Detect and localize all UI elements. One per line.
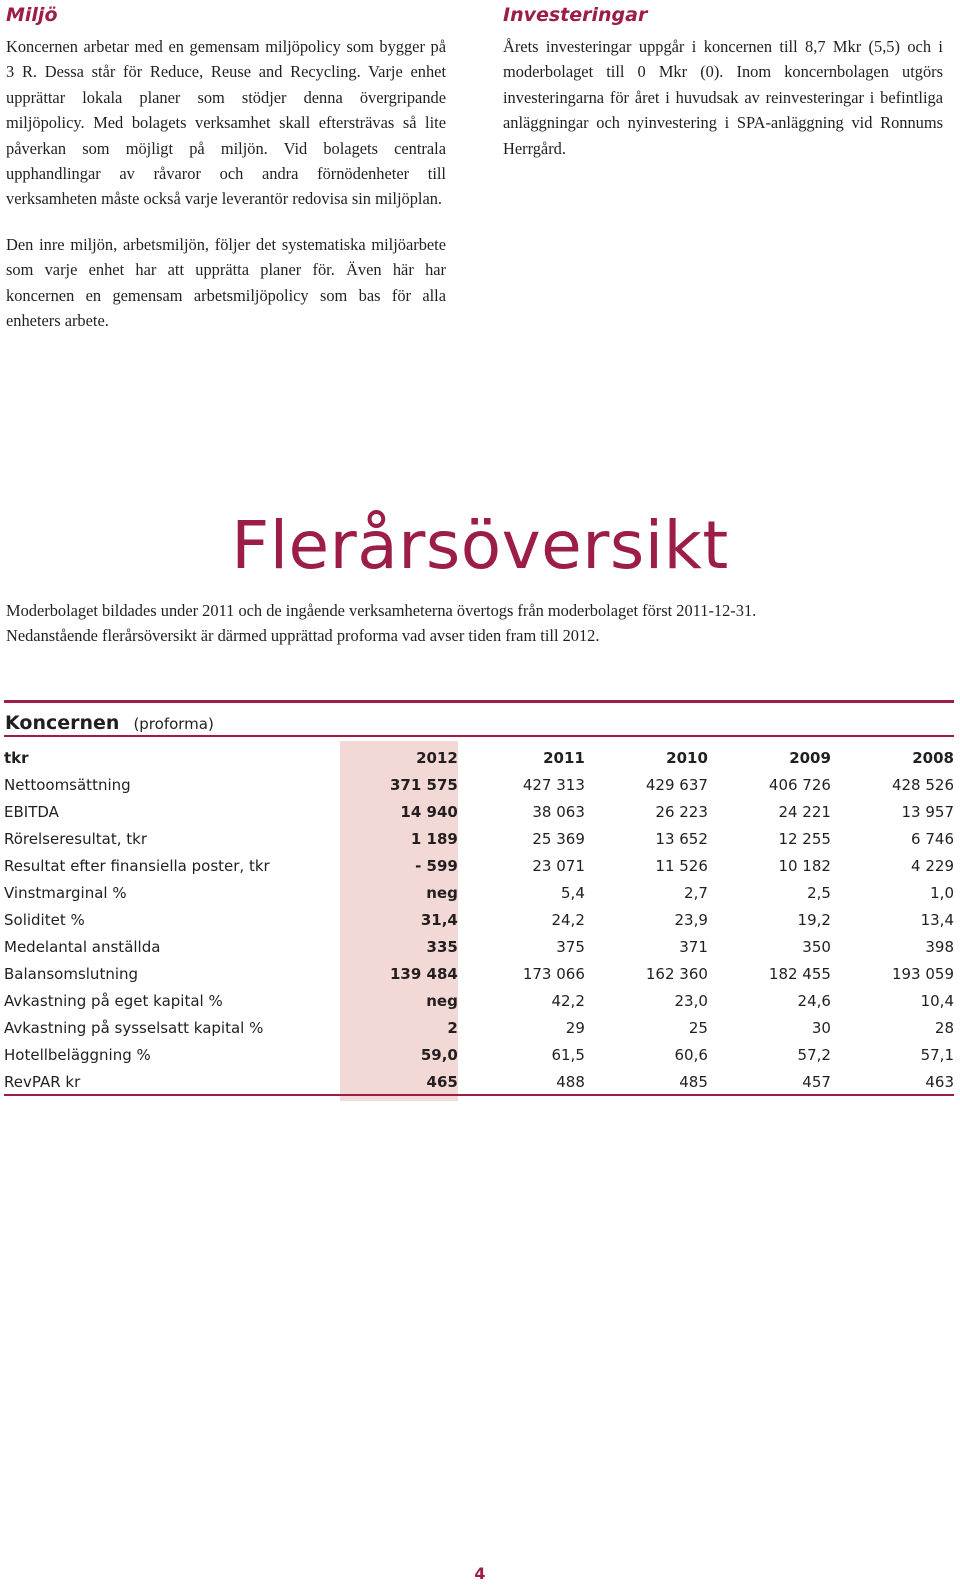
table-row: [4, 771, 954, 798]
table-cell: 182 455: [768, 964, 831, 983]
table-cell: 193 059: [891, 964, 954, 983]
table-cell: 428 526: [891, 775, 954, 794]
table-cell: 463: [925, 1072, 954, 1091]
table-cell: 162 360: [645, 964, 708, 983]
table-cell: 23,9: [674, 910, 708, 929]
table-cell: 11 526: [655, 856, 708, 875]
environment-paragraph-2: Den inre miljön, arbetsmiljön, följer det systematiska miljöarbete som varje enhet har att upprätta planer för. Även här har koncernen en gemensam arbetsmiljöpolicy som bas för alla enheters arbete.: [6, 235, 446, 331]
table-row: [4, 879, 954, 906]
table-row: [4, 987, 954, 1014]
table-cell: 465: [426, 1072, 458, 1091]
overview-note: [6, 598, 946, 649]
column-header-year: 2008: [912, 748, 954, 767]
row-label: Vinstmarginal %: [4, 883, 127, 902]
table-cell: 31,4: [420, 910, 458, 929]
table-row: [4, 798, 954, 825]
overview-note-line-1: Moderbolaget bildades under 2011 och de ingående verksamheterna övertogs från moderbolaget först 2011-12-31.: [6, 601, 757, 620]
table-row: [4, 1014, 954, 1041]
table-cell: 375: [556, 937, 585, 956]
table-header-row: [4, 744, 954, 771]
table-row: [4, 825, 954, 852]
table-title-subtitle: (proforma): [133, 715, 214, 733]
table-cell: 57,2: [797, 1045, 831, 1064]
environment-heading: Miljö: [6, 4, 58, 26]
overview-note-line-2: Nedanstående flerårsöversikt är därmed upprättad proforma vad avser tiden fram till 2012.: [6, 626, 600, 646]
table-cell: 406 726: [768, 775, 831, 794]
table-cell: 371 575: [389, 775, 458, 794]
table-cell: 6 746: [911, 829, 954, 848]
table-cell: 335: [426, 937, 458, 956]
table-cell: 371: [679, 937, 708, 956]
column-header-year: 2009: [789, 748, 831, 767]
table-cell: 427 313: [522, 775, 585, 794]
table-cell: 13 957: [901, 802, 954, 821]
table-cell: 59,0: [420, 1045, 458, 1064]
table-row: [4, 933, 954, 960]
environment-paragraph-1: Koncernen arbetar med en gemensam miljöpolicy som bygger på 3 R. Dessa står för Reduce, Reuse and Recycling. Varje enhet upprättar lokala planer som stödjer denna övergripande miljöpolicy. Med bolagets verksamhet skall eftersträvas så lite påverkan som möjligt på miljön. Vid bolagets centrala upphandlingar av råvaror och andra förnödenheter till verksamheten måste också varje leverantör redovisa sin miljöplan.: [6, 37, 446, 209]
table-cell: 5,4: [561, 883, 585, 902]
table-cell: 42,2: [551, 991, 585, 1010]
row-label: EBITDA: [4, 802, 59, 821]
table-header-rule: [4, 735, 954, 737]
table-cell: 13 652: [655, 829, 708, 848]
table-cell: 1,0: [930, 883, 954, 902]
table-cell: 398: [925, 937, 954, 956]
table-cell: 24 221: [778, 802, 831, 821]
row-label: RevPAR kr: [4, 1072, 81, 1091]
row-label: Rörelseresultat, tkr: [4, 829, 147, 848]
table-cell: 30: [811, 1018, 831, 1037]
table-cell: 457: [802, 1072, 831, 1091]
table-cell: 26 223: [655, 802, 708, 821]
table-cell: 10 182: [778, 856, 831, 875]
table-cell: 13,4: [920, 910, 954, 929]
table-cell: 488: [556, 1072, 585, 1091]
table-cell: 2,5: [807, 883, 831, 902]
table-cell: 485: [679, 1072, 708, 1091]
table-bottom-rule: [4, 1094, 954, 1096]
row-label: Soliditet %: [4, 910, 85, 929]
table-row: [4, 852, 954, 879]
table-cell: 4 229: [911, 856, 954, 875]
table-cell: 1 189: [410, 829, 458, 848]
table-cell: 25: [688, 1018, 708, 1037]
column-header-year: 2012: [416, 748, 458, 767]
row-label: Balansomslutning: [4, 964, 139, 983]
table-cell: 38 063: [532, 802, 585, 821]
row-label: Resultat efter finansiella poster, tkr: [4, 856, 270, 875]
investments-heading: Investeringar: [503, 4, 648, 26]
row-label: Hotellbeläggning %: [4, 1045, 151, 1064]
row-label: Avkastning på eget kapital %: [4, 991, 223, 1010]
row-label: Medelantal anställda: [4, 937, 161, 956]
table-cell: 28: [934, 1018, 954, 1037]
table-cell: 25 369: [532, 829, 585, 848]
table-cell: 57,1: [920, 1045, 954, 1064]
table-cell: 429 637: [645, 775, 708, 794]
table-cell: 14 940: [400, 802, 458, 821]
table-cell: 23 071: [532, 856, 585, 875]
table-cell: 2: [447, 1018, 458, 1037]
table-cell: neg: [426, 991, 458, 1010]
row-label: Avkastning på sysselsatt kapital %: [4, 1018, 264, 1037]
table-top-rule: [4, 700, 954, 703]
table-title: [5, 712, 214, 734]
overview-title: Flerårsöversikt: [231, 507, 729, 584]
table-cell: 60,6: [674, 1045, 708, 1064]
column-header-year: 2011: [543, 748, 585, 767]
table-cell: 24,6: [797, 991, 831, 1010]
table-cell: neg: [426, 883, 458, 902]
table-cell: 173 066: [522, 964, 585, 983]
table-cell: 61,5: [551, 1045, 585, 1064]
table-row: [4, 1068, 954, 1095]
table-cell: 29: [565, 1018, 585, 1037]
column-header-year: 2010: [666, 748, 708, 767]
row-label: Nettoomsättning: [4, 775, 131, 794]
page-number: 4: [474, 1564, 486, 1583]
table-cell: 350: [802, 937, 831, 956]
table-cell: 2,7: [684, 883, 708, 902]
table-cell: 139 484: [389, 964, 458, 983]
table-row: [4, 906, 954, 933]
table-cell: 10,4: [920, 991, 954, 1010]
table-cell: - 599: [415, 856, 458, 875]
table-row: [4, 1041, 954, 1068]
column-header-unit: tkr: [4, 748, 29, 767]
investments-paragraph: Årets investeringar uppgår i koncernen till 8,7 Mkr (5,5) och i moderbolaget till 0 Mkr (0). Inom koncernbolagen utgörs investeringarna för året i huvudsak av reinvesteringar i befintliga anläggningar och nyinvestering i SPA-anläggning vid Ronnums Herrgård.: [503, 37, 943, 158]
table-cell: 12 255: [778, 829, 831, 848]
table-cell: 19,2: [797, 910, 831, 929]
financial-table: [4, 744, 954, 1095]
table-cell: 24,2: [551, 910, 585, 929]
table-row: [4, 960, 954, 987]
table-cell: 23,0: [674, 991, 708, 1010]
table-title-main: Koncernen: [5, 712, 120, 734]
